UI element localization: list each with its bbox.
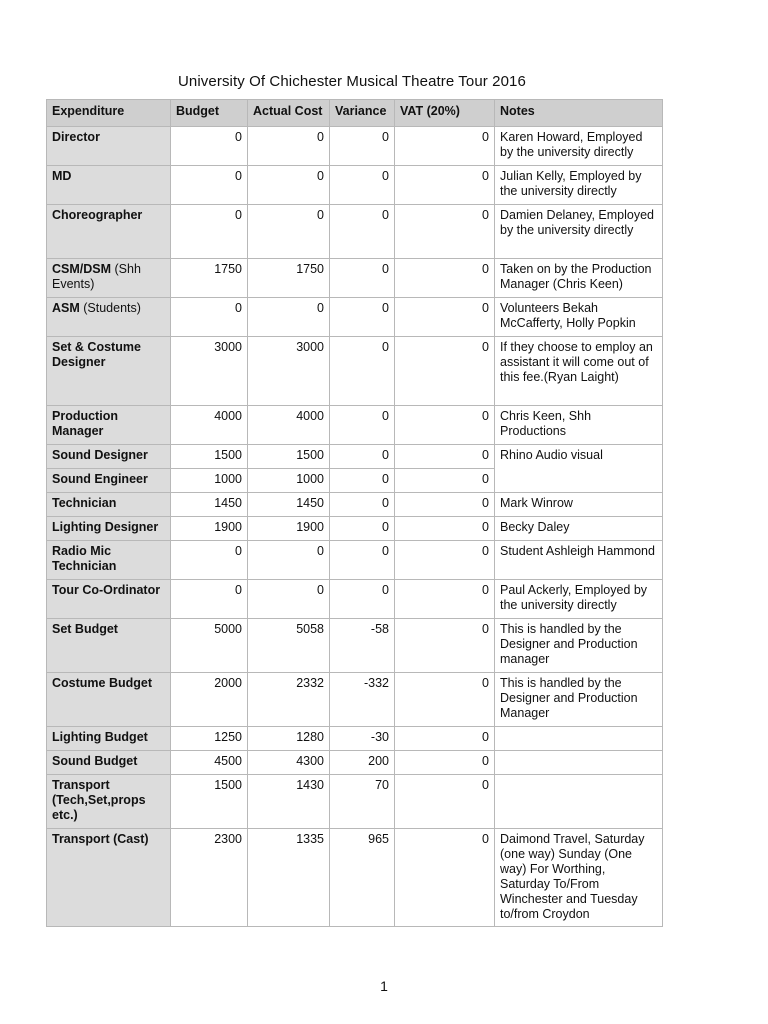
header-variance: Variance [330, 100, 395, 127]
row-label: Set & Costume Designer [47, 337, 171, 406]
row-label: Choreographer [47, 205, 171, 259]
notes-cell: This is handled by the Designer and Production Manager [495, 673, 663, 727]
budget-cell: 0 [171, 166, 248, 205]
notes-cell: This is handled by the Designer and Production manager [495, 619, 663, 673]
budget-cell: 2000 [171, 673, 248, 727]
variance-cell: 0 [330, 541, 395, 580]
budget-cell: 1000 [171, 469, 248, 493]
vat-cell: 0 [395, 517, 495, 541]
notes-cell: Daimond Travel, Saturday (one way) Sunday (One way) For Worthing, Saturday To/From Winchester and Tuesday to/from Croydon [495, 829, 663, 927]
row-label: Sound Budget [47, 751, 171, 775]
row-label: Sound Engineer [47, 469, 171, 493]
table-row [47, 541, 663, 580]
table-row [47, 493, 663, 517]
budget-cell: 1250 [171, 727, 248, 751]
vat-cell: 0 [395, 619, 495, 673]
actual-cost-cell: 0 [248, 541, 330, 580]
table-row [47, 337, 663, 406]
budget-cell: 1500 [171, 445, 248, 469]
budget-cell: 0 [171, 298, 248, 337]
budget-cell: 1450 [171, 493, 248, 517]
actual-cost-cell: 1430 [248, 775, 330, 829]
table-row [47, 727, 663, 751]
variance-cell: 0 [330, 205, 395, 259]
notes-cell: Julian Kelly, Employed by the university directly [495, 166, 663, 205]
vat-cell: 0 [395, 205, 495, 259]
budget-cell: 1900 [171, 517, 248, 541]
variance-cell: 0 [330, 406, 395, 445]
header-expenditure: Expenditure [47, 100, 171, 127]
variance-cell: -30 [330, 727, 395, 751]
budget-cell: 0 [171, 205, 248, 259]
document-title: University Of Chichester Musical Theatre Tour 2016 [178, 73, 526, 90]
vat-cell: 0 [395, 829, 495, 927]
variance-cell: 965 [330, 829, 395, 927]
variance-cell: 0 [330, 445, 395, 469]
notes-cell: Rhino Audio visual [495, 445, 663, 493]
actual-cost-cell: 1450 [248, 493, 330, 517]
table-row [47, 673, 663, 727]
actual-cost-cell: 0 [248, 298, 330, 337]
variance-cell: 0 [330, 493, 395, 517]
notes-cell: Taken on by the Production Manager (Chris Keen) [495, 259, 663, 298]
table-row [47, 127, 663, 166]
table-row [47, 166, 663, 205]
variance-cell: 0 [330, 166, 395, 205]
vat-cell: 0 [395, 673, 495, 727]
variance-cell: 0 [330, 517, 395, 541]
actual-cost-cell: 3000 [248, 337, 330, 406]
vat-cell: 0 [395, 259, 495, 298]
budget-cell: 4500 [171, 751, 248, 775]
variance-cell: 0 [330, 580, 395, 619]
header-vat: VAT (20%) [395, 100, 495, 127]
row-label: Transport (Cast) [47, 829, 171, 927]
row-label: Sound Designer [47, 445, 171, 469]
table-row [47, 445, 663, 469]
vat-cell: 0 [395, 127, 495, 166]
actual-cost-cell: 0 [248, 205, 330, 259]
actual-cost-cell: 0 [248, 166, 330, 205]
variance-cell: -58 [330, 619, 395, 673]
actual-cost-cell: 1280 [248, 727, 330, 751]
notes-cell: Volunteers Bekah McCafferty, Holly Popkin [495, 298, 663, 337]
notes-cell: Becky Daley [495, 517, 663, 541]
vat-cell: 0 [395, 775, 495, 829]
budget-cell: 3000 [171, 337, 248, 406]
vat-cell: 0 [395, 580, 495, 619]
actual-cost-cell: 1750 [248, 259, 330, 298]
actual-cost-cell: 1000 [248, 469, 330, 493]
budget-cell: 1750 [171, 259, 248, 298]
table-row [47, 517, 663, 541]
notes-cell: Karen Howard, Employed by the university directly [495, 127, 663, 166]
vat-cell: 0 [395, 298, 495, 337]
vat-cell: 0 [395, 166, 495, 205]
actual-cost-cell: 4000 [248, 406, 330, 445]
row-label: Tour Co-Ordinator [47, 580, 171, 619]
expenditure-table [46, 99, 663, 927]
table-row [47, 298, 663, 337]
vat-cell: 0 [395, 493, 495, 517]
row-label: Production Manager [47, 406, 171, 445]
budget-cell: 0 [171, 580, 248, 619]
actual-cost-cell: 0 [248, 580, 330, 619]
notes-cell [495, 751, 663, 775]
notes-cell: If they choose to employ an assistant it will come out of this fee.(Ryan Laight) [495, 337, 663, 406]
table-row [47, 259, 663, 298]
actual-cost-cell: 5058 [248, 619, 330, 673]
header-budget: Budget [171, 100, 248, 127]
table-row [47, 751, 663, 775]
variance-cell: 0 [330, 259, 395, 298]
notes-cell [495, 775, 663, 829]
notes-cell: Damien Delaney, Employed by the university directly [495, 205, 663, 259]
header-notes: Notes [495, 100, 663, 127]
row-label: ASM (Students) [47, 298, 171, 337]
vat-cell: 0 [395, 727, 495, 751]
row-label: Director [47, 127, 171, 166]
actual-cost-cell: 2332 [248, 673, 330, 727]
notes-cell: Student Ashleigh Hammond [495, 541, 663, 580]
variance-cell: 0 [330, 298, 395, 337]
vat-cell: 0 [395, 469, 495, 493]
budget-cell: 4000 [171, 406, 248, 445]
budget-cell: 5000 [171, 619, 248, 673]
table-row [47, 406, 663, 445]
vat-cell: 0 [395, 337, 495, 406]
table-row [47, 205, 663, 259]
notes-cell [495, 727, 663, 751]
variance-cell: 200 [330, 751, 395, 775]
variance-cell: 0 [330, 127, 395, 166]
actual-cost-cell: 1900 [248, 517, 330, 541]
vat-cell: 0 [395, 406, 495, 445]
row-label: Set Budget [47, 619, 171, 673]
budget-cell: 1500 [171, 775, 248, 829]
row-label: Lighting Designer [47, 517, 171, 541]
row-label: MD [47, 166, 171, 205]
notes-cell: Mark Winrow [495, 493, 663, 517]
table-row [47, 580, 663, 619]
row-label: Technician [47, 493, 171, 517]
vat-cell: 0 [395, 541, 495, 580]
budget-cell: 0 [171, 127, 248, 166]
header-actual-cost: Actual Cost [248, 100, 330, 127]
table-row [47, 619, 663, 673]
vat-cell: 0 [395, 751, 495, 775]
vat-cell: 0 [395, 445, 495, 469]
variance-cell: 0 [330, 469, 395, 493]
actual-cost-cell: 0 [248, 127, 330, 166]
notes-cell: Chris Keen, Shh Productions [495, 406, 663, 445]
page-number: 1 [380, 978, 388, 994]
row-label: CSM/DSM (Shh Events) [47, 259, 171, 298]
table-header-row [47, 100, 663, 127]
row-label: Transport (Tech,Set,props etc.) [47, 775, 171, 829]
budget-cell: 0 [171, 541, 248, 580]
table-row [47, 775, 663, 829]
notes-cell: Paul Ackerly, Employed by the university directly [495, 580, 663, 619]
variance-cell: -332 [330, 673, 395, 727]
actual-cost-cell: 4300 [248, 751, 330, 775]
row-label: Costume Budget [47, 673, 171, 727]
actual-cost-cell: 1335 [248, 829, 330, 927]
row-label: Lighting Budget [47, 727, 171, 751]
row-label: Radio Mic Technician [47, 541, 171, 580]
table-row [47, 829, 663, 927]
variance-cell: 70 [330, 775, 395, 829]
variance-cell: 0 [330, 337, 395, 406]
actual-cost-cell: 1500 [248, 445, 330, 469]
budget-cell: 2300 [171, 829, 248, 927]
